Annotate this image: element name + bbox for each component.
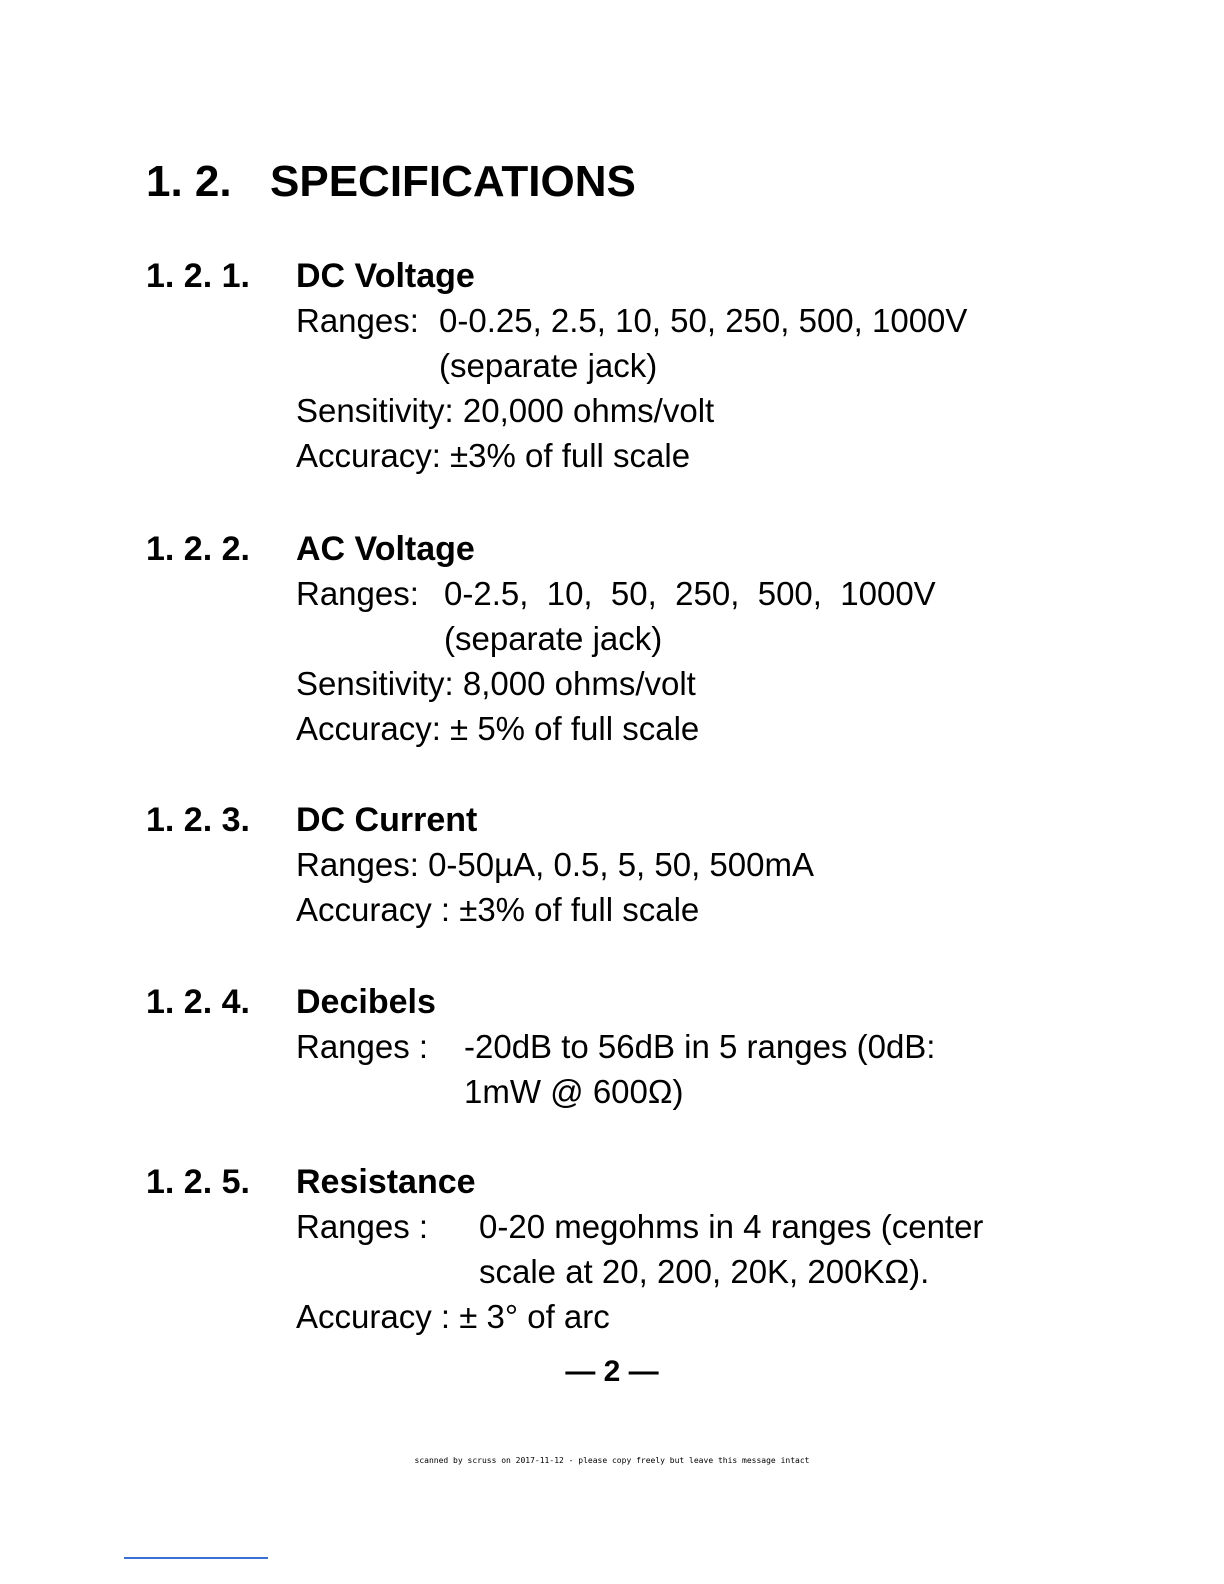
sensitivity-line: Sensitivity: 20,000 ohms/volt <box>296 392 715 429</box>
section-title: DC Current <box>296 801 478 839</box>
section-number: 1. 2. 1. <box>146 257 250 295</box>
section-title: AC Voltage <box>296 530 475 568</box>
section-number: 1. 2. 4. <box>146 983 250 1021</box>
section-number: 1. 2. 2. <box>146 530 250 568</box>
sensitivity-line: Sensitivity: 8,000 ohms/volt <box>296 665 696 702</box>
section-heading <box>146 1160 1146 1204</box>
ranges-continuation: (separate jack) <box>444 620 663 657</box>
ranges-continuation: 1mW @ 600Ω) <box>464 1073 684 1110</box>
ranges-label: Ranges : <box>296 1208 429 1245</box>
ranges-line <box>296 1204 1146 1249</box>
ranges-continuation: (separate jack) <box>439 347 658 384</box>
page-number: — 2 — <box>565 1355 659 1388</box>
section-dc-voltage <box>146 254 1146 478</box>
ranges-value: 0-2.5, 10, 50, 250, 500, 1000V <box>444 575 936 612</box>
section-number: 1. 2. 5. <box>146 1163 250 1201</box>
accuracy-line: Accuracy : ±3% of full scale <box>296 891 700 928</box>
ranges-label: Ranges: <box>296 302 419 339</box>
title-number: 1. 2. <box>146 157 232 206</box>
ranges-line <box>296 571 1146 616</box>
scan-note: scanned by scruss on 2017-11-12 - please copy freely but leave this message intact <box>414 1456 810 1465</box>
ranges-value: -20dB to 56dB in 5 ranges (0dB: <box>464 1028 936 1065</box>
section-number: 1. 2. 3. <box>146 801 250 839</box>
ranges-continuation: scale at 20, 200, 20K, 200KΩ). <box>479 1253 930 1290</box>
section-title: Decibels <box>296 983 436 1021</box>
section-title: Resistance <box>296 1163 476 1201</box>
section-heading <box>146 798 1146 842</box>
ranges-line: Ranges: 0-50µA, 0.5, 5, 50, 500mA <box>296 846 814 883</box>
ranges-value: 0-20 megohms in 4 ranges (center <box>479 1208 984 1245</box>
section-ac-voltage <box>146 527 1146 751</box>
section-dc-current <box>146 798 1146 932</box>
ranges-label: Ranges : <box>296 1028 429 1065</box>
section-decibels <box>146 980 1146 1114</box>
ranges-value: 0-0.25, 2.5, 10, 50, 250, 500, 1000V <box>439 302 968 339</box>
section-resistance <box>146 1160 1146 1339</box>
corner-rule <box>124 1557 268 1559</box>
ranges-label: Ranges: <box>296 575 419 612</box>
accuracy-line: Accuracy: ± 5% of full scale <box>296 710 700 747</box>
section-heading <box>146 254 1146 298</box>
ranges-line <box>296 1024 1146 1069</box>
section-heading <box>146 527 1146 571</box>
section-title: DC Voltage <box>296 257 475 295</box>
ranges-line <box>296 298 1146 343</box>
accuracy-line: Accuracy: ±3% of full scale <box>296 437 691 474</box>
accuracy-line: Accuracy : ± 3° of arc <box>296 1298 610 1335</box>
page-title <box>146 154 636 210</box>
section-heading <box>146 980 1146 1024</box>
title-text: SPECIFICATIONS <box>270 157 636 206</box>
